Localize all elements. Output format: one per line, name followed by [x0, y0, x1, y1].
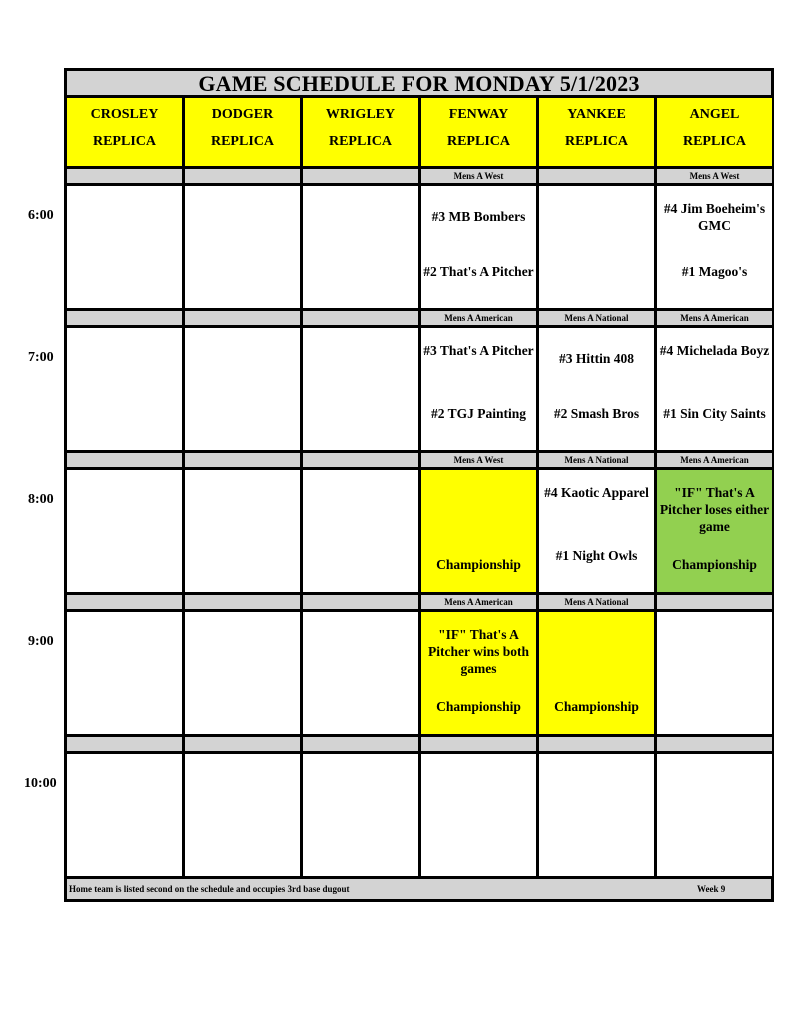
field-subtitle: REPLICA	[328, 134, 392, 149]
time-label: 8:00	[28, 492, 54, 507]
game-cell	[657, 186, 772, 308]
field-subtitle: REPLICA	[446, 134, 510, 149]
game-cell	[421, 612, 536, 734]
division-label	[421, 737, 536, 751]
game-cell	[67, 470, 182, 592]
game-cell	[657, 470, 772, 592]
field-name: FENWAY	[448, 107, 509, 122]
game-cell	[657, 754, 772, 876]
division-label	[657, 595, 772, 609]
division-label	[67, 595, 182, 609]
field-name: YANKEE	[567, 107, 626, 122]
footer-note: Home team is listed second on the schedule and occupies 3rd base dugout	[69, 884, 350, 894]
week-label: Week 9	[697, 884, 726, 894]
away-team: "IF" That's A Pitcher wins both games	[427, 627, 529, 676]
field-subtitle: REPLICA	[564, 134, 628, 149]
division-label	[67, 169, 182, 183]
game-cell	[67, 186, 182, 308]
game-cell	[185, 328, 300, 450]
away-team: #4 Kaotic Apparel	[544, 485, 649, 500]
field-name: DODGER	[211, 107, 274, 122]
championship-label: Championship	[672, 557, 757, 572]
field-header-fenway	[421, 98, 536, 166]
game-cell	[539, 470, 654, 592]
division-label: Mens A American	[421, 311, 536, 325]
game-cell	[657, 328, 772, 450]
division-label	[67, 311, 182, 325]
game-cell	[185, 186, 300, 308]
away-team: #4 Jim Boeheim's GMC	[663, 201, 766, 233]
game-cell	[539, 186, 654, 308]
division-label	[303, 453, 418, 467]
division-label	[657, 737, 772, 751]
game-cell	[67, 612, 182, 734]
field-name: WRIGLEY	[325, 107, 396, 122]
championship-label: Championship	[554, 699, 639, 714]
division-label	[185, 311, 300, 325]
championship-label: Championship	[436, 699, 521, 714]
field-subtitle: REPLICA	[682, 134, 746, 149]
home-team: #2 Smash Bros	[553, 406, 640, 421]
division-label	[185, 169, 300, 183]
game-cell	[539, 612, 654, 734]
field-header-crosley	[67, 98, 182, 166]
game-cell	[185, 754, 300, 876]
home-team: #1 Sin City Saints	[663, 406, 766, 421]
time-label: 7:00	[28, 350, 54, 365]
field-header-angel	[657, 98, 772, 166]
home-team: #2 That's A Pitcher	[423, 264, 534, 279]
division-label: Mens A American	[421, 595, 536, 609]
field-subtitle: REPLICA	[92, 134, 156, 149]
division-label	[303, 595, 418, 609]
field-header-dodger	[185, 98, 300, 166]
game-cell	[185, 612, 300, 734]
game-cell	[657, 612, 772, 734]
footer-bar	[67, 879, 771, 899]
game-cell	[303, 612, 418, 734]
game-cell	[539, 754, 654, 876]
division-label	[67, 453, 182, 467]
division-label: Mens A National	[539, 311, 654, 325]
division-label: Mens A American	[657, 311, 772, 325]
division-label	[303, 737, 418, 751]
game-cell	[539, 328, 654, 450]
field-name: ANGEL	[689, 107, 740, 122]
division-label	[185, 453, 300, 467]
game-cell	[421, 470, 536, 592]
game-cell	[303, 186, 418, 308]
division-label	[539, 737, 654, 751]
away-team: #3 MB Bombers	[431, 209, 526, 224]
field-name: CROSLEY	[90, 107, 159, 122]
division-label: Mens A West	[657, 169, 772, 183]
game-cell	[421, 186, 536, 308]
away-team: #4 Michelada Boyz	[659, 343, 770, 358]
field-subtitle: REPLICA	[210, 134, 274, 149]
division-label	[185, 595, 300, 609]
away-team: #3 Hittin 408	[558, 351, 634, 366]
division-label	[185, 737, 300, 751]
time-label: 9:00	[28, 634, 54, 649]
page-title: GAME SCHEDULE FOR MONDAY 5/1/2023	[67, 71, 771, 95]
schedule-table	[64, 68, 774, 902]
division-label	[303, 311, 418, 325]
division-label: Mens A American	[657, 453, 772, 467]
away-team: #3 That's A Pitcher	[423, 343, 534, 358]
game-cell	[303, 470, 418, 592]
division-label	[67, 737, 182, 751]
game-cell	[67, 754, 182, 876]
division-label: Mens A West	[421, 453, 536, 467]
division-label	[539, 169, 654, 183]
division-label: Mens A National	[539, 453, 654, 467]
game-cell	[421, 754, 536, 876]
game-cell	[421, 328, 536, 450]
championship-label: Championship	[436, 557, 521, 572]
home-team: #2 TGJ Painting	[430, 406, 527, 421]
game-cell	[185, 470, 300, 592]
time-label: 10:00	[24, 776, 57, 791]
game-cell	[303, 754, 418, 876]
division-label: Mens A West	[421, 169, 536, 183]
field-header-yankee	[539, 98, 654, 166]
field-header-wrigley	[303, 98, 418, 166]
game-cell	[303, 328, 418, 450]
time-label: 6:00	[28, 208, 54, 223]
home-team: #1 Night Owls	[555, 548, 638, 563]
game-cell	[67, 328, 182, 450]
home-team: #1 Magoo's	[681, 264, 748, 279]
division-label: Mens A National	[539, 595, 654, 609]
division-label	[303, 169, 418, 183]
away-team: "IF" That's A Pitcher loses either game	[659, 485, 770, 534]
